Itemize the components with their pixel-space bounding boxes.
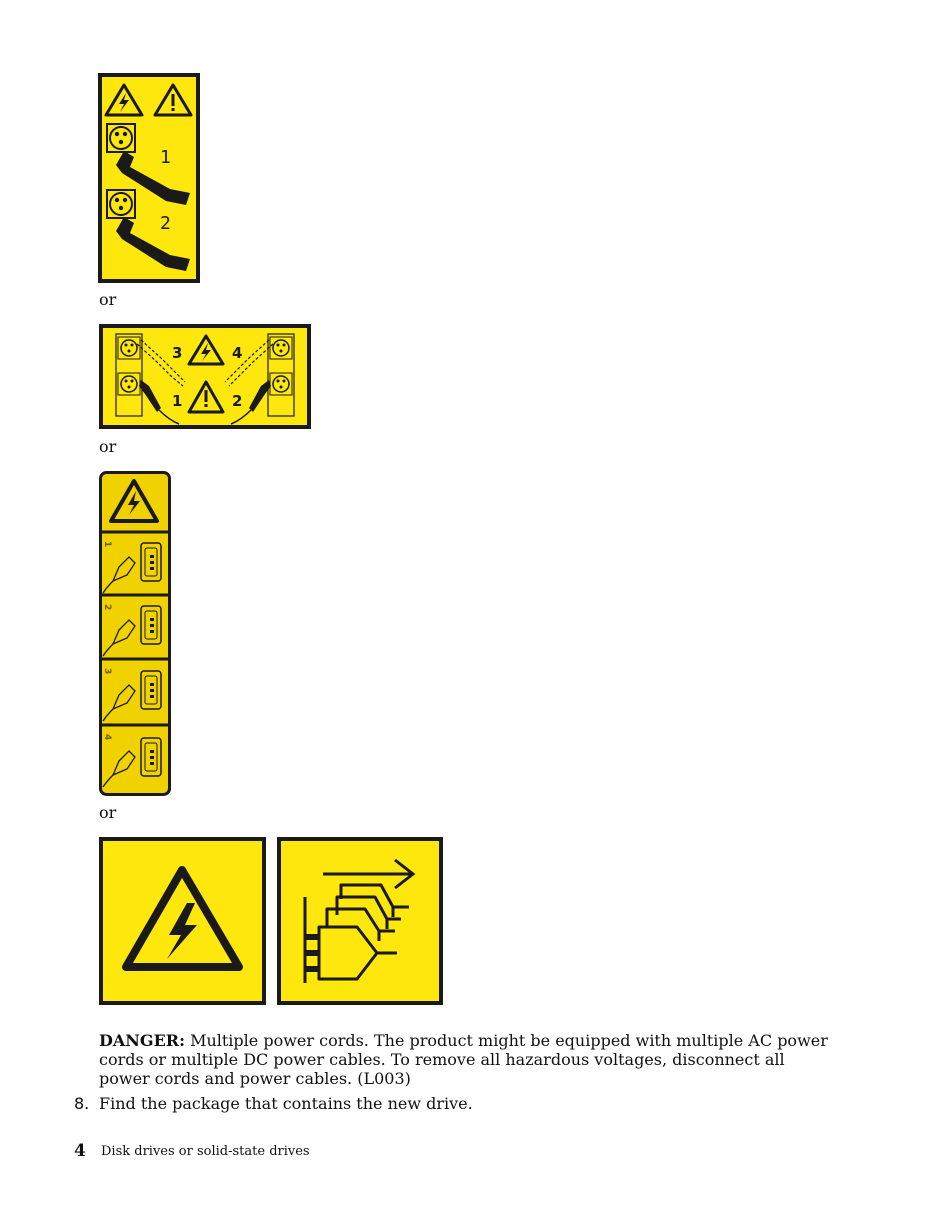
danger-label: DANGER: — [99, 1031, 185, 1050]
cord-number: 1 — [102, 541, 112, 548]
electrical-hazard-label — [99, 837, 266, 1005]
danger-notice — [99, 1031, 829, 1088]
step-number: 8. — [74, 1094, 90, 1113]
danger-text: Multiple power cords. The product might be equipped with multiple AC power cords or multiple DC power cables. To remove all hazardous voltages, disconnect all power cords and power cables. (L003) — [99, 1031, 828, 1088]
power-cord-label-3 — [99, 471, 171, 796]
cord-number: 1 — [160, 147, 171, 168]
cord-number: 2 — [102, 604, 112, 611]
or-separator: or — [99, 803, 117, 822]
page-number: 4 — [74, 1141, 86, 1161]
cord-number: 2 — [232, 392, 243, 410]
procedure-step — [74, 1094, 834, 1113]
power-cord-label-1 — [98, 73, 200, 283]
or-separator: or — [99, 290, 117, 309]
cord-number: 1 — [172, 392, 183, 410]
cord-number: 2 — [160, 213, 171, 234]
step-text: Find the package that contains the new drive. — [99, 1094, 473, 1113]
cord-number: 4 — [232, 344, 243, 362]
cord-number: 3 — [102, 668, 112, 675]
power-cord-label-2 — [99, 324, 311, 429]
multiple-power-cords-label — [277, 837, 443, 1005]
cord-number: 4 — [102, 734, 112, 741]
cord-number: 3 — [172, 344, 183, 362]
footer-title: Disk drives or solid-state drives — [101, 1144, 310, 1159]
or-separator: or — [99, 437, 117, 456]
